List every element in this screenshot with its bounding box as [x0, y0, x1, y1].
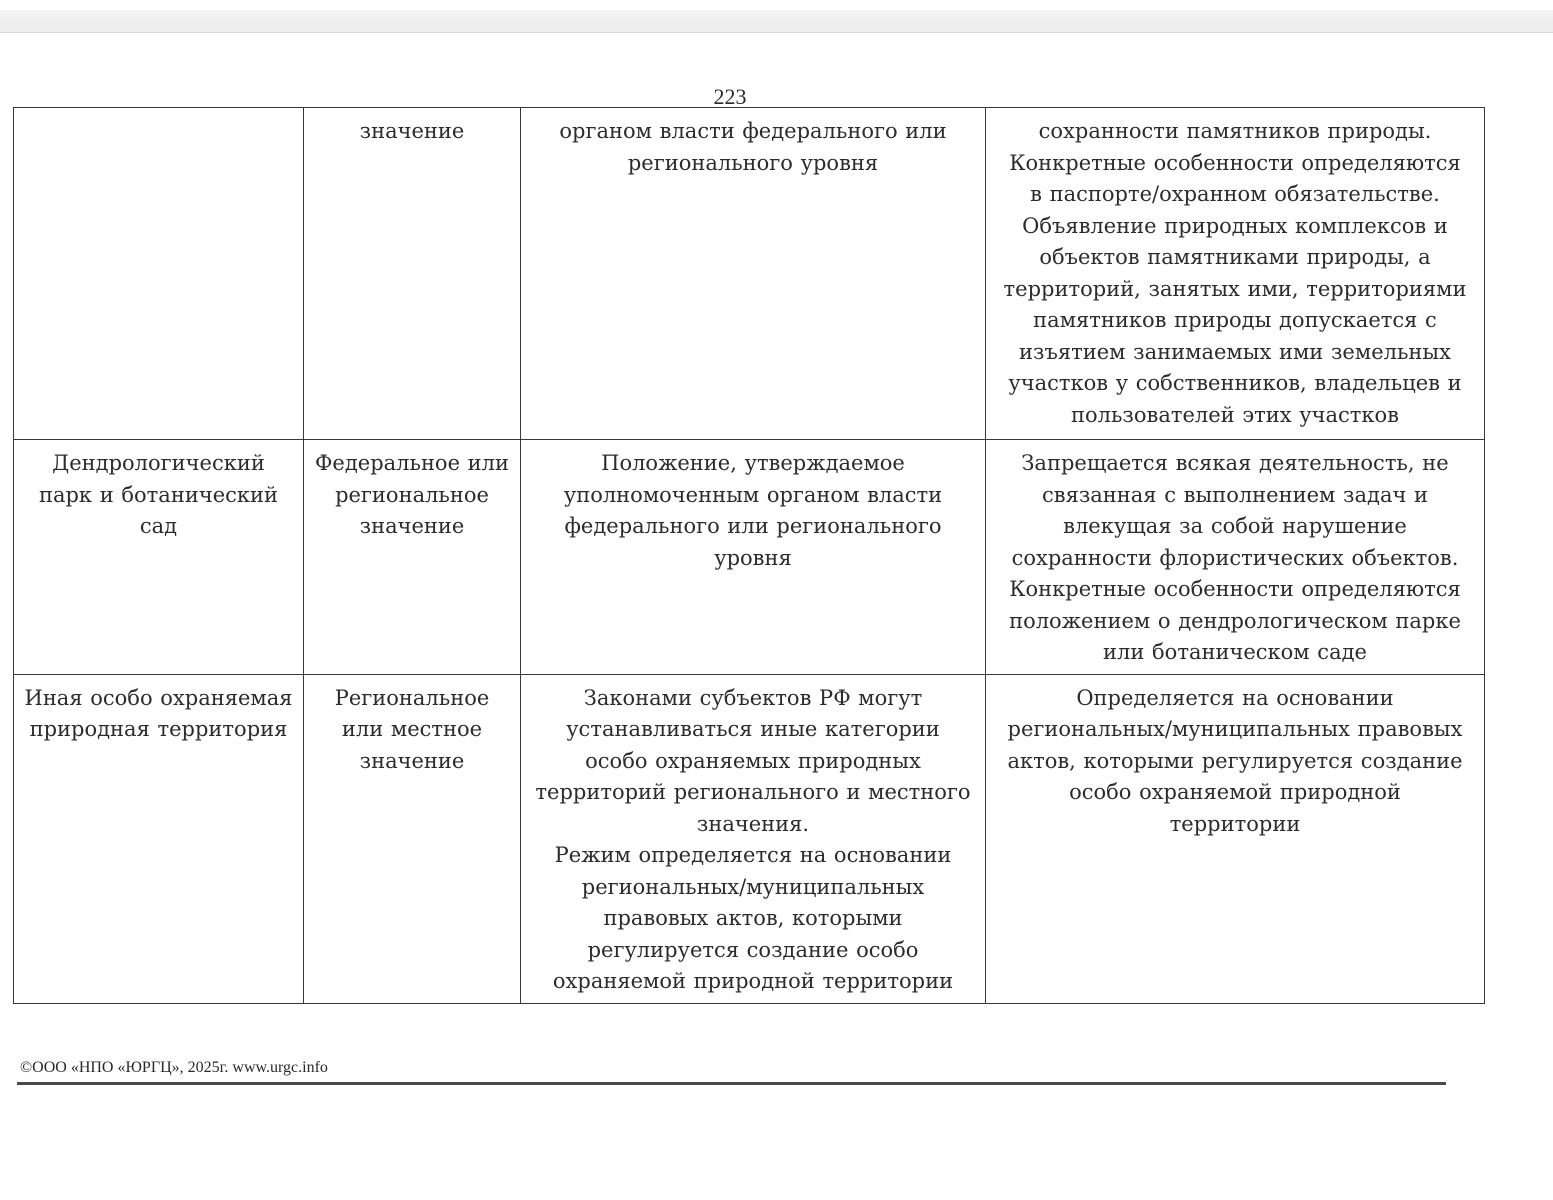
table-cell-basis: Законами субъектов РФ могут устанавливаться иные категории особо охраняемых природных территорий регионального и местного значения. Режим определяется на основании региональных/муниципальных правовых актов, которыми регулируется создание особо охраняемой природной территории [521, 674, 986, 1003]
table-cell-basis: органом власти федерального или регионального уровня [521, 108, 986, 440]
table-cell-significance: Федеральное или региональное значение [304, 440, 521, 675]
table-cell-significance: Региональное или местное значение [304, 674, 521, 1003]
scan-edge [0, 10, 1553, 33]
table-row [14, 440, 1485, 675]
table-cell-regime: Определяется на основании региональных/муниципальных правовых актов, которыми регулируется создание особо охраняемой природной территории [986, 674, 1485, 1003]
regulation-table [13, 107, 1485, 1004]
table-row [14, 108, 1485, 440]
table-cell-territory-type: Дендрологический парк и ботанический сад [14, 440, 304, 675]
table-cell-basis: Положение, утверждаемое уполномоченным органом власти федерального или регионального уровня [521, 440, 986, 675]
page-number: 223 [713, 84, 747, 109]
table-cell-territory-type [14, 108, 304, 440]
table-cell-significance: значение [304, 108, 521, 440]
table-cell-territory-type: Иная особо охраняемая природная территория [14, 674, 304, 1003]
table-cell-regime: сохранности памятников природы. Конкретные особенности определяются в паспорте/охранном обязательстве. Объявление природных комплексов и объектов памятниками природы, а территорий, занятых ими, территориями памятников природы допускается с изъятием занимаемых ими земельных участков у собственников, владельцев и пользователей этих участков [986, 108, 1485, 440]
table-row [14, 674, 1485, 1003]
footer-copyright: ©ООО «НПО «ЮРГЦ», 2025г. www.urgc.info [20, 1059, 328, 1076]
footer-rule [17, 1082, 1446, 1085]
table-cell-regime: Запрещается всякая деятельность, не связанная с выполнением задач и влекущая за собой нарушение сохранности флористических объектов. Конкретные особенности определяются положением о дендрологическом парке или ботаническом саде [986, 440, 1485, 675]
